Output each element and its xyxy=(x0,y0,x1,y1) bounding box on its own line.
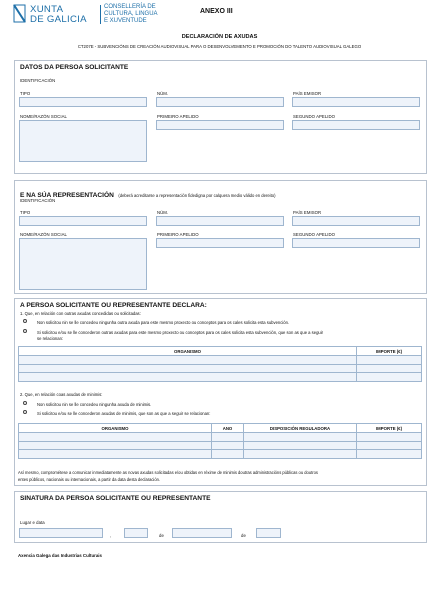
organism-cell[interactable] xyxy=(19,433,212,442)
signature-section-title: SINATURA DA PERSOA SOLICITANTE OU REPRESENTANTE xyxy=(20,495,211,502)
amount-cell[interactable] xyxy=(357,364,422,373)
annex-label: ANEXO III xyxy=(200,8,233,15)
amount-cell[interactable] xyxy=(357,441,422,450)
place-field[interactable] xyxy=(19,528,103,538)
footer-agency: Axencia Galega das Industrias Culturais xyxy=(18,553,102,558)
rep-country-field[interactable] xyxy=(292,216,420,226)
rep-name-label: NOME/RAZÓN SOCIAL xyxy=(20,232,67,237)
place-date-label: Lugar e data xyxy=(20,520,45,525)
organism-cell[interactable] xyxy=(19,450,212,459)
question-1: 1. Que, en relación con outras axudas concedidas ou solicitadas: xyxy=(20,311,141,316)
q2-option-none-label: Non solicitou nin se lle concedeu ningunha axuda de minimis. xyxy=(37,402,152,407)
logo-divider xyxy=(100,5,101,24)
q1-option-yes-label-line1: Si solicitou e/ou se lle concederon outras axudas para este mesmo proxecto ou conceptos para os cales solicita esta subvención, que son as que a seguir xyxy=(37,330,324,335)
first-surname-label: PRIMEIRO APELIDO xyxy=(157,114,199,119)
rep-name-field[interactable] xyxy=(19,238,147,290)
table-row xyxy=(19,441,422,450)
dept-line3: E XUVENTUDE xyxy=(104,18,147,24)
q2-option-yes-label: Si solicitou e/ou se lle concederon axudas de minimis, que son as que a seguir se relacionan: xyxy=(37,411,211,416)
q2-option-yes-radio[interactable] xyxy=(23,410,27,414)
name-field[interactable] xyxy=(19,120,147,162)
organism-cell[interactable] xyxy=(19,373,357,382)
first-surname-field[interactable] xyxy=(156,120,284,130)
xunta-logo xyxy=(13,3,99,25)
rep-type-field[interactable] xyxy=(19,216,147,226)
question-2: 2. Que, en relación coas axudas de minimis: xyxy=(20,392,103,397)
year-field[interactable] xyxy=(256,528,281,538)
regulation-cell[interactable] xyxy=(244,441,357,450)
table-header-row xyxy=(19,424,422,433)
organism-column-header: ORGANISMO xyxy=(19,424,212,433)
identification-label: IDENTIFICACIÓN xyxy=(20,78,56,83)
second-surname-field[interactable] xyxy=(292,120,420,130)
name-label: NOME/RAZÓN SOCIAL xyxy=(20,114,67,119)
table-row xyxy=(19,450,422,459)
table-row xyxy=(19,373,422,382)
organism-cell[interactable] xyxy=(19,356,357,365)
country-field[interactable] xyxy=(292,97,420,107)
commitment-text-line2: entes públicos, nacionais ou internacionais, a partir da data desta declaración. xyxy=(18,477,161,482)
representative-section-title xyxy=(20,184,276,202)
dept-line2: CULTURA, LINGUA xyxy=(104,11,158,17)
minimis-aids-table xyxy=(18,423,422,459)
rep-first-surname-label: PRIMEIRO APELIDO xyxy=(157,232,199,237)
table-row xyxy=(19,364,422,373)
organism-cell[interactable] xyxy=(19,364,357,373)
amount-column-header: IMPORTE (€) xyxy=(357,424,422,433)
rep-type-label: TIPO xyxy=(20,210,31,215)
table-row xyxy=(19,356,422,365)
representative-note: (deberá acreditarse a representación fidedigna por calquera medio válido en dereito) xyxy=(118,193,276,198)
rep-first-surname-field[interactable] xyxy=(156,238,284,248)
document-subtitle: CT207E - SUBVENCIÓNS DE CREACIÓN AUDIOVISUAL PARA O DESENVOLVEMENTO E PROMOCIÓN DO TALENTO AUDIOVISUAL GALEGO xyxy=(77,44,362,49)
organism-cell[interactable] xyxy=(19,441,212,450)
q1-option-none-label: Non solicitou nin se lle concedeu ningunha outra axuda para este mesmo proxecto ou conceptos para os cales solicita esta subvención. xyxy=(37,320,290,325)
dept-line1: CONSELLERÍA DE xyxy=(104,4,156,10)
year-cell[interactable] xyxy=(212,433,244,442)
regulation-cell[interactable] xyxy=(244,450,357,459)
other-aids-table xyxy=(18,346,422,382)
amount-column-header: IMPORTE (€) xyxy=(357,347,422,356)
amount-cell[interactable] xyxy=(357,356,422,365)
organism-column-header: ORGANISMO xyxy=(19,347,357,356)
type-label: TIPO xyxy=(20,91,31,96)
logo-xunta: XUNTA xyxy=(30,4,64,15)
representative-title-text: E NA SÚA REPRESENTACIÓN xyxy=(20,192,114,199)
year-cell[interactable] xyxy=(212,441,244,450)
month-field[interactable] xyxy=(172,528,232,538)
document-title: DECLARACIÓN DE AXUDAS xyxy=(181,34,258,40)
q1-option-yes-radio[interactable] xyxy=(23,329,27,333)
table-header-row xyxy=(19,347,422,356)
date-de-1: de xyxy=(159,533,164,538)
day-field[interactable] xyxy=(124,528,148,538)
rep-second-surname-field[interactable] xyxy=(292,238,420,248)
number-label: NÚM. xyxy=(157,91,169,96)
year-cell[interactable] xyxy=(212,450,244,459)
rep-number-label: NÚM. xyxy=(157,210,169,215)
declaration-section-title: A PERSOA SOLICITANTE OU REPRESENTANTE DECLARA: xyxy=(20,302,207,309)
country-label: PAÍS EMISOR xyxy=(293,91,322,96)
regulation-cell[interactable] xyxy=(244,433,357,442)
q1-option-none-radio[interactable] xyxy=(23,319,27,323)
rep-identification-label: IDENTIFICACIÓN xyxy=(20,198,56,203)
commitment-text-line1: Así mesmo, comprométese a comunicar inmediatamente as novas axudas solicitadas e/ou obtidas en réxime de minimis doutras administracións públicas ou doutros xyxy=(18,470,318,475)
regulation-column-header: DISPOSICIÓN REGULADORA xyxy=(244,424,357,433)
date-de-2: de xyxy=(241,533,246,538)
number-field[interactable] xyxy=(156,97,284,107)
q2-option-none-radio[interactable] xyxy=(23,401,27,405)
type-field[interactable] xyxy=(19,97,147,107)
year-column-header: ANO xyxy=(212,424,244,433)
amount-cell[interactable] xyxy=(357,433,422,442)
applicant-section-title: DATOS DA PERSOA SOLICITANTE xyxy=(20,64,129,71)
rep-number-field[interactable] xyxy=(156,216,284,226)
logo-galicia: DE GALICIA xyxy=(30,14,87,25)
amount-cell[interactable] xyxy=(357,450,422,459)
second-surname-label: SEGUNDO APELIDO xyxy=(293,114,336,119)
comma-separator: , xyxy=(110,533,112,538)
xunta-emblem-icon xyxy=(13,4,26,23)
table-row xyxy=(19,433,422,442)
rep-second-surname-label: SEGUNDO APELIDO xyxy=(293,232,336,237)
amount-cell[interactable] xyxy=(357,373,422,382)
rep-country-label: PAÍS EMISOR xyxy=(293,210,322,215)
q1-option-yes-label-line2: se relacionan: xyxy=(37,336,64,341)
